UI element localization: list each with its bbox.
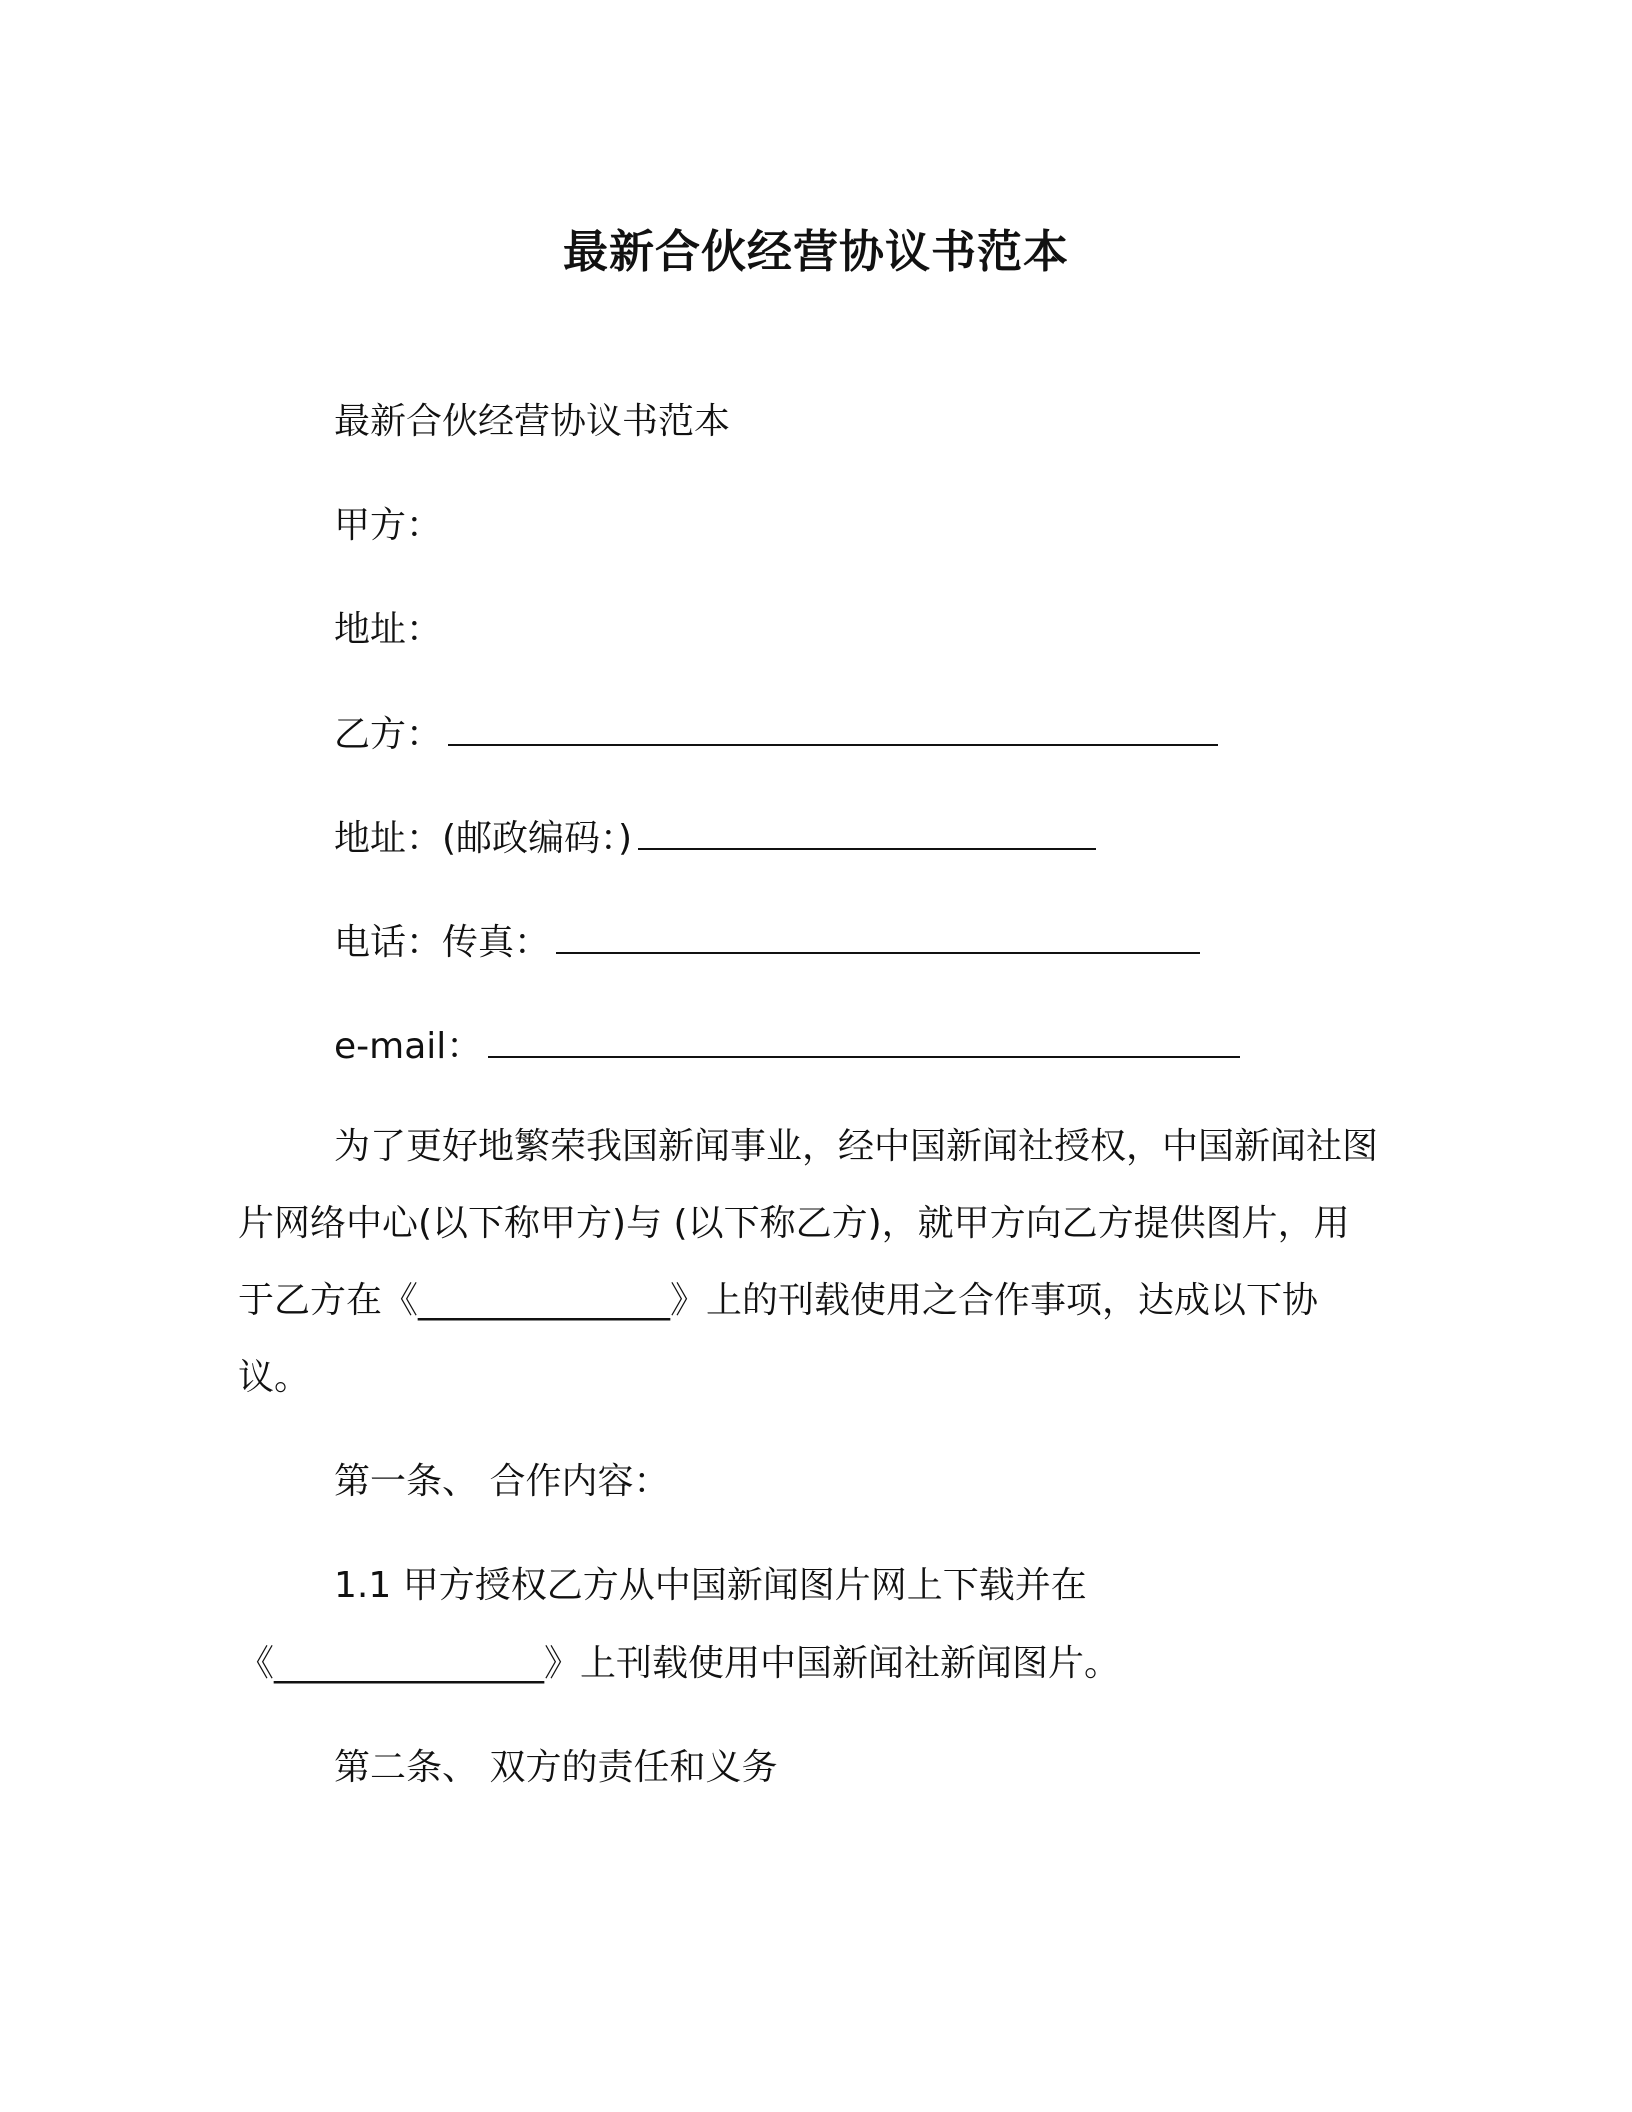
phone-fax-blank [556,918,1200,954]
phone-fax-label: 电话：传真： [334,922,551,963]
email-line [334,1022,1240,1071]
email-label: e-mail： [334,1026,483,1067]
article-2-heading: 第二条、 双方的责任和义务 [334,1747,778,1788]
intro-paragraph: 为了更好地繁荣我国新闻事业，经中国新闻社授权，中国新闻社图片网络中心(以下称甲方)与 (以下称乙方)，就甲方向乙方提供图片，用于乙方在《______________》上的刊载使用之合作事项，达成以下协议。 [238,1126,1379,1398]
address-b-blank [638,814,1096,850]
address-b-label: 地址：(邮政编码：) [334,818,633,859]
clause-1-1-line1: 1.1 甲方授权乙方从中国新闻图片网上下载并在 [334,1565,1087,1606]
clause-1-1-line2: 《_______________》上刊载使用中国新闻社新闻图片。 [238,1643,1121,1684]
address-b-line [334,814,1096,863]
party-a-label: 甲方： [334,505,443,546]
phone-fax-line [334,918,1200,967]
email-blank [488,1022,1240,1058]
party-b-label: 乙方： [334,714,443,755]
article-1-heading: 第一条、 合作内容： [334,1461,670,1502]
party-b-line [334,710,1218,759]
party-b-blank [448,710,1218,746]
document-title: 最新合伙经营协议书范本 [562,225,1069,278]
document-subtitle: 最新合伙经营协议书范本 [334,401,731,442]
address-a-label: 地址： [334,609,443,650]
